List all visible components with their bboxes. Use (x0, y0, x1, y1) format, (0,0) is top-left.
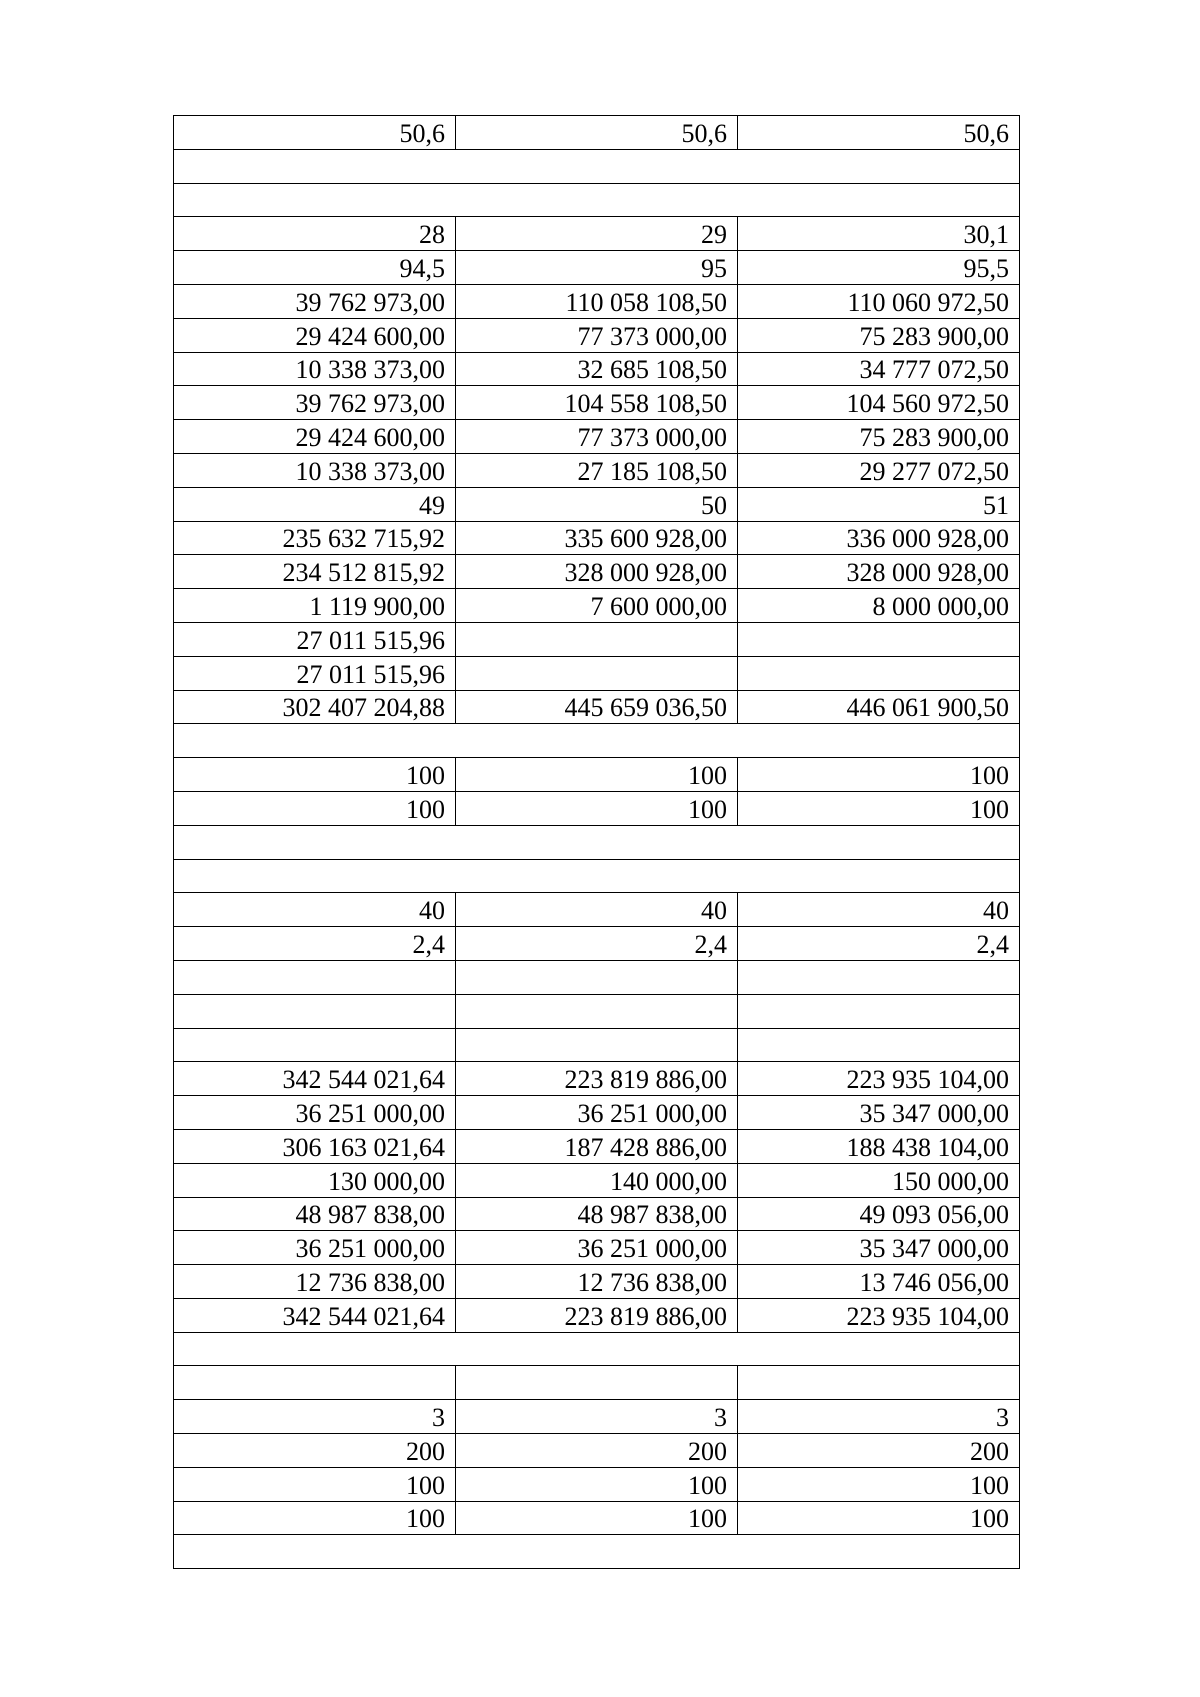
table-cell: 8 000 000,00 (738, 589, 1020, 623)
table-row (174, 1265, 1020, 1299)
table-cell: 100 (174, 758, 456, 792)
table-cell: 110 060 972,50 (738, 284, 1020, 318)
table-cell: 140 000,00 (456, 1163, 738, 1197)
table-cell: 223 935 104,00 (738, 1062, 1020, 1096)
table-cell: 100 (456, 1501, 738, 1535)
table-cell: 200 (738, 1434, 1020, 1468)
table-row (174, 960, 1020, 994)
table-cell: 48 987 838,00 (456, 1197, 738, 1231)
table-cell: 77 373 000,00 (456, 318, 738, 352)
table-cell: 200 (174, 1434, 456, 1468)
table-cell (738, 1028, 1020, 1062)
table-cell: 335 600 928,00 (456, 521, 738, 555)
table-row (174, 251, 1020, 285)
table-cell: 100 (738, 1467, 1020, 1501)
table-cell: 187 428 886,00 (456, 1129, 738, 1163)
merged-blank-cell (174, 1535, 1020, 1569)
table-cell: 1 119 900,00 (174, 589, 456, 623)
table-row (174, 116, 1020, 150)
table-cell: 39 762 973,00 (174, 284, 456, 318)
table-cell: 328 000 928,00 (456, 555, 738, 589)
table-cell: 36 251 000,00 (456, 1096, 738, 1130)
table-cell: 100 (738, 758, 1020, 792)
merged-blank-cell (174, 183, 1020, 217)
merged-blank-cell (174, 724, 1020, 758)
table-row (174, 927, 1020, 961)
table-cell: 100 (456, 758, 738, 792)
table-cell: 445 659 036,50 (456, 690, 738, 724)
table-cell: 95 (456, 251, 738, 285)
table-cell: 150 000,00 (738, 1163, 1020, 1197)
table-cell: 2,4 (456, 927, 738, 961)
table-cell: 50,6 (456, 116, 738, 150)
table-cell: 32 685 108,50 (456, 352, 738, 386)
table-cell: 302 407 204,88 (174, 690, 456, 724)
table-cell: 10 338 373,00 (174, 352, 456, 386)
merged-blank-cell (174, 825, 1020, 859)
table-cell: 328 000 928,00 (738, 555, 1020, 589)
table-row (174, 791, 1020, 825)
table-cell: 336 000 928,00 (738, 521, 1020, 555)
table-cell (174, 960, 456, 994)
table-cell: 34 777 072,50 (738, 352, 1020, 386)
table-cell: 100 (174, 1467, 456, 1501)
table-row (174, 1501, 1020, 1535)
blank-row (174, 724, 1020, 758)
table-cell: 342 544 021,64 (174, 1062, 456, 1096)
table-cell: 35 347 000,00 (738, 1231, 1020, 1265)
table-cell (738, 960, 1020, 994)
table-cell: 200 (456, 1434, 738, 1468)
table-cell: 234 512 815,92 (174, 555, 456, 589)
table-cell: 40 (456, 893, 738, 927)
table-cell: 30,1 (738, 217, 1020, 251)
table-cell: 35 347 000,00 (738, 1096, 1020, 1130)
table-cell (456, 960, 738, 994)
table-cell: 223 819 886,00 (456, 1298, 738, 1332)
table-cell: 40 (174, 893, 456, 927)
table-row (174, 690, 1020, 724)
table-cell: 104 560 972,50 (738, 386, 1020, 420)
table-cell: 49 (174, 487, 456, 521)
table-cell: 29 424 600,00 (174, 420, 456, 454)
table-cell: 3 (456, 1400, 738, 1434)
table-cell: 50,6 (738, 116, 1020, 150)
table-row (174, 555, 1020, 589)
table-row (174, 1129, 1020, 1163)
blank-row (174, 859, 1020, 893)
table-row (174, 1434, 1020, 1468)
table-cell: 39 762 973,00 (174, 386, 456, 420)
table-cell: 40 (738, 893, 1020, 927)
table-row (174, 284, 1020, 318)
table-row (174, 318, 1020, 352)
table-row (174, 656, 1020, 690)
table-cell (174, 994, 456, 1028)
table-row (174, 487, 1020, 521)
table-cell (738, 656, 1020, 690)
table-cell: 342 544 021,64 (174, 1298, 456, 1332)
table-row (174, 521, 1020, 555)
table-cell: 50 (456, 487, 738, 521)
table-row (174, 217, 1020, 251)
table-row (174, 352, 1020, 386)
table-row (174, 1197, 1020, 1231)
table-cell: 235 632 715,92 (174, 521, 456, 555)
table-cell: 48 987 838,00 (174, 1197, 456, 1231)
table-cell: 28 (174, 217, 456, 251)
merged-blank-cell (174, 859, 1020, 893)
table-row (174, 420, 1020, 454)
table-cell: 100 (738, 791, 1020, 825)
merged-blank-cell (174, 149, 1020, 183)
table-cell: 29 (456, 217, 738, 251)
table-cell: 29 424 600,00 (174, 318, 456, 352)
table-cell: 10 338 373,00 (174, 453, 456, 487)
table-cell: 100 (174, 791, 456, 825)
table-cell: 3 (174, 1400, 456, 1434)
table-cell (456, 994, 738, 1028)
table-cell: 2,4 (174, 927, 456, 961)
table-row (174, 1231, 1020, 1265)
table-row (174, 453, 1020, 487)
blank-row (174, 1535, 1020, 1569)
table-cell: 36 251 000,00 (174, 1231, 456, 1265)
table-cell (738, 994, 1020, 1028)
table-cell (738, 622, 1020, 656)
table-row (174, 1400, 1020, 1434)
table-cell: 100 (456, 791, 738, 825)
blank-row (174, 825, 1020, 859)
table-cell: 188 438 104,00 (738, 1129, 1020, 1163)
blank-row (174, 149, 1020, 183)
table-cell: 95,5 (738, 251, 1020, 285)
table-cell: 13 746 056,00 (738, 1265, 1020, 1299)
table-cell: 27 011 515,96 (174, 656, 456, 690)
table-cell: 36 251 000,00 (456, 1231, 738, 1265)
table-cell: 12 736 838,00 (456, 1265, 738, 1299)
table-row (174, 1163, 1020, 1197)
table-cell: 12 736 838,00 (174, 1265, 456, 1299)
table-cell: 100 (174, 1501, 456, 1535)
table-cell: 50,6 (174, 116, 456, 150)
table-cell: 223 819 886,00 (456, 1062, 738, 1096)
table-cell: 223 935 104,00 (738, 1298, 1020, 1332)
table-cell: 94,5 (174, 251, 456, 285)
table-cell: 49 093 056,00 (738, 1197, 1020, 1231)
table-row (174, 1096, 1020, 1130)
table-cell: 27 011 515,96 (174, 622, 456, 656)
blank-row (174, 183, 1020, 217)
table-cell: 77 373 000,00 (456, 420, 738, 454)
table-cell: 29 277 072,50 (738, 453, 1020, 487)
table-cell: 75 283 900,00 (738, 318, 1020, 352)
table-cell: 7 600 000,00 (456, 589, 738, 623)
table-row (174, 1366, 1020, 1400)
table-row (174, 758, 1020, 792)
table-row (174, 622, 1020, 656)
table-cell: 100 (456, 1467, 738, 1501)
table-cell: 2,4 (738, 927, 1020, 961)
table-cell (174, 1028, 456, 1062)
table-cell: 306 163 021,64 (174, 1129, 456, 1163)
table-cell: 27 185 108,50 (456, 453, 738, 487)
table-cell (456, 656, 738, 690)
table-cell: 130 000,00 (174, 1163, 456, 1197)
table-cell (738, 1366, 1020, 1400)
table-cell (174, 1366, 456, 1400)
table-row (174, 1062, 1020, 1096)
table-cell: 110 058 108,50 (456, 284, 738, 318)
table-row (174, 1298, 1020, 1332)
table-row (174, 893, 1020, 927)
table-cell: 75 283 900,00 (738, 420, 1020, 454)
table-cell: 51 (738, 487, 1020, 521)
table-row (174, 386, 1020, 420)
table-row (174, 1028, 1020, 1062)
table-cell (456, 1028, 738, 1062)
blank-row (174, 1332, 1020, 1366)
table-cell: 3 (738, 1400, 1020, 1434)
table-cell: 100 (738, 1501, 1020, 1535)
table-cell: 104 558 108,50 (456, 386, 738, 420)
table-row (174, 589, 1020, 623)
table-cell (456, 1366, 738, 1400)
table-cell (456, 622, 738, 656)
table-row (174, 994, 1020, 1028)
merged-blank-cell (174, 1332, 1020, 1366)
table-row (174, 1467, 1020, 1501)
table-cell: 446 061 900,50 (738, 690, 1020, 724)
table-cell: 36 251 000,00 (174, 1096, 456, 1130)
data-table (173, 115, 1020, 1569)
data-table-body (174, 116, 1020, 1569)
